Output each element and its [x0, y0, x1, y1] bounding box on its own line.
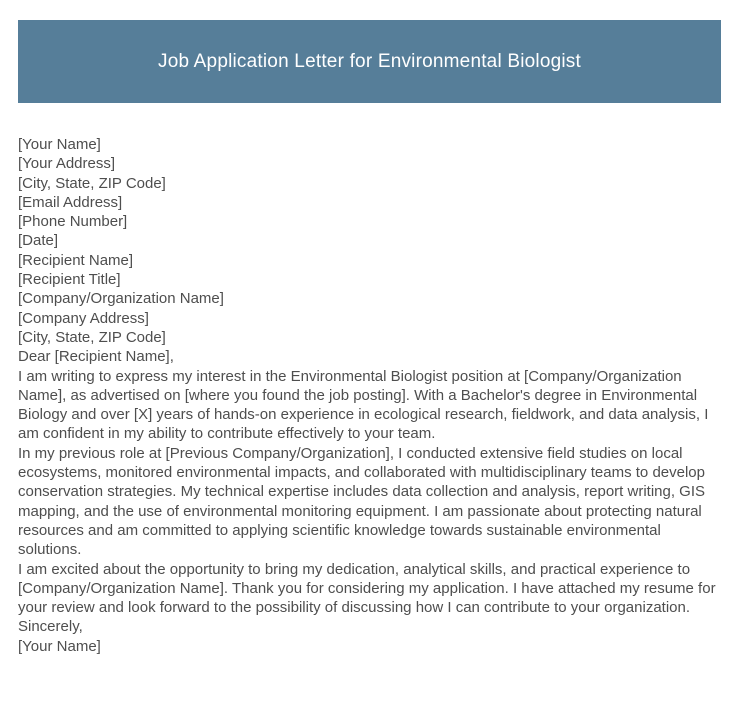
letter-paragraph-experience: In my previous role at [Previous Company/Organization], I conducted extensive field studies on local ecosystems, monitored environmental impacts, and collaborated with multidisciplinary teams to develop conservation strategies. My technical expertise includes data collection and analysis, report writing, GIS mapping, and the use of environmental monitoring equipment. I am passionate about protecting natural resources and am committed to applying scientific knowledge towards sustainable environmental solutions.: [18, 444, 706, 559]
salutation-line: Dear [Recipient Name],: [18, 348, 174, 366]
page-title: Job Application Letter for Environmental Biologist: [158, 50, 581, 72]
company-city-line: [City, State, ZIP Code]: [18, 328, 166, 346]
closing-line: Sincerely,: [18, 618, 83, 636]
letter-body: [18, 135, 722, 656]
recipient-title-line: [Recipient Title]: [18, 271, 121, 289]
company-name-line: [Company/Organization Name]: [18, 290, 224, 308]
company-address-line: [Company Address]: [18, 309, 149, 327]
recipient-name-line: [Recipient Name]: [18, 251, 134, 269]
sender-name-line: [Your Name]: [18, 136, 101, 153]
letter-title-band: [18, 20, 721, 103]
letter-paragraph-closing: I am excited about the opportunity to bring my dedication, analytical skills, and practical experience to [Company/Organization Name]. Thank you for considering my application. I have attached my resume for your review and look forward to the possibility of discussing how I can contribute to your organization.: [18, 560, 716, 617]
sender-email-line: [Email Address]: [18, 193, 123, 211]
signature-line: [Your Name]: [18, 637, 101, 655]
date-line: [Date]: [18, 232, 59, 250]
sender-address-line: [Your Address]: [18, 155, 116, 173]
recipient-address-block: [18, 251, 722, 347]
sender-city-line: [City, State, ZIP Code]: [18, 174, 166, 192]
sender-address-block: [18, 135, 722, 251]
letter-paragraph-intro: I am writing to express my interest in the Environmental Biologist position at [Company/Organization Name], as advertised on [where you found the job posting]. With a Bachelor's degree in Environmental Biology and over [X] years of hands-on experience in ecological research, fieldwork, and data analysis, I am confident in my ability to contribute effectively to your team.: [18, 367, 709, 443]
sender-phone-line: [Phone Number]: [18, 213, 128, 231]
